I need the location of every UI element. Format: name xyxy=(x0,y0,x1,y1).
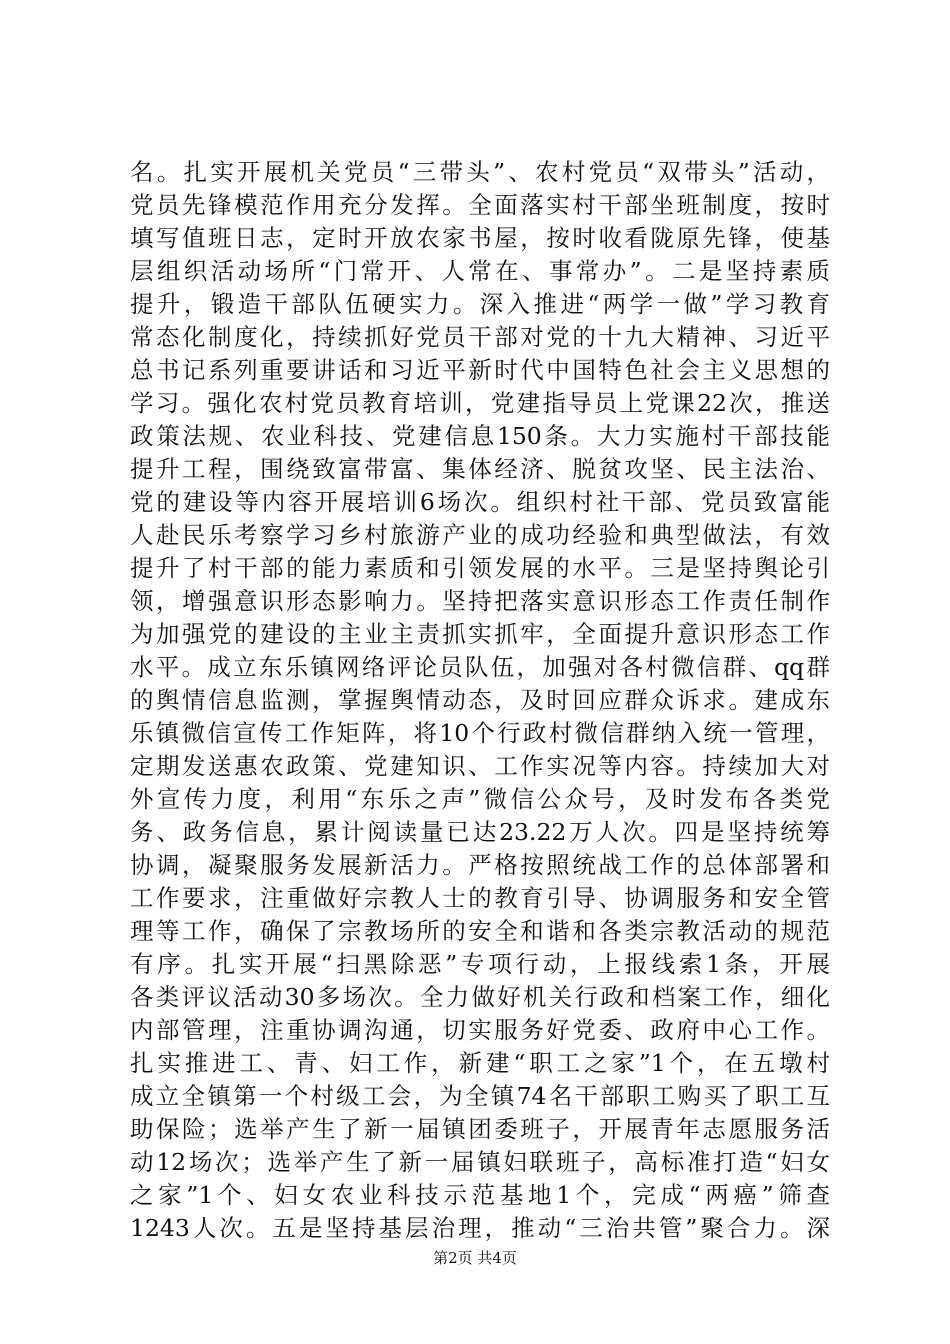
text-line: 提升，锻造干部队伍硬实力。深入推进“两学一做”学习教育 xyxy=(130,290,830,318)
text-line: 的舆情信息监测，掌握舆情动态，及时回应群众诉求。建成东 xyxy=(130,686,830,714)
text-line: 理等工作，确保了宗教场所的安全和谐和各类宗教活动的规范 xyxy=(130,917,830,945)
text-line: 有序。扎实开展“扫黑除恶”专项行动，上报线索1条，开展 xyxy=(130,950,830,978)
page-footer: 第2页 共4页 xyxy=(433,1249,517,1267)
text-line: 之家”1个、妇女农业科技示范基地1个，完成“两癌”筛查 xyxy=(130,1181,830,1209)
text-line: 为加强党的建设的主业主责抓实抓牢，全面提升意识形态工作 xyxy=(130,620,830,648)
text-line: 总书记系列重要讲话和习近平新时代中国特色社会主义思想的 xyxy=(130,356,830,384)
text-line: 人赴民乐考察学习乡村旅游产业的成功经验和典型做法，有效 xyxy=(130,521,830,549)
text-line: 学习。强化农村党员教育培训，党建指导员上党课22次，推送 xyxy=(130,389,830,417)
text-line: 扎实推进工、青、妇工作，新建“职工之家”1个，在五墩村 xyxy=(130,1049,830,1077)
body-text xyxy=(130,156,830,1245)
text-line: 成立全镇第一个村级工会，为全镇74名干部职工购买了职工互 xyxy=(130,1082,830,1110)
text-line: 领，增强意识形态影响力。坚持把落实意识形态工作责任制作 xyxy=(130,587,830,615)
text-line: 政策法规、农业科技、党建信息150条。大力实施村干部技能 xyxy=(130,422,830,450)
text-line: 助保险；选举产生了新一届镇团委班子，开展青年志愿服务活 xyxy=(130,1115,830,1143)
text-line: 填写值班日志，定时开放农家书屋，按时收看陇原先锋，使基 xyxy=(130,224,830,252)
text-line: 内部管理，注重协调沟通，切实服务好党委、政府中心工作。 xyxy=(130,1016,830,1044)
text-line: 务、政务信息，累计阅读量已达23.22万人次。四是坚持统筹 xyxy=(130,818,830,846)
text-line: 党员先锋模范作用充分发挥。全面落实村干部坐班制度，按时 xyxy=(130,191,830,219)
text-line: 提升了村干部的能力素质和引领发展的水平。三是坚持舆论引 xyxy=(130,554,830,582)
text-line: 各类评议活动30多场次。全力做好机关行政和档案工作，细化 xyxy=(130,983,830,1011)
text-line: 动12场次；选举产生了新一届镇妇联班子，高标准打造“妇女 xyxy=(130,1148,830,1176)
text-line: 乐镇微信宣传工作矩阵，将10个行政村微信群纳入统一管理， xyxy=(130,719,830,747)
text-line: 常态化制度化，持续抓好党员干部对党的十九大精神、习近平 xyxy=(130,323,830,351)
text-line: 提升工程，围绕致富带富、集体经济、脱贫攻坚、民主法治、 xyxy=(130,455,830,483)
text-line: 层组织活动场所“门常开、人常在、事常办”。二是坚持素质 xyxy=(130,257,830,285)
text-line: 外宣传力度，利用“东乐之声”微信公众号，及时发布各类党 xyxy=(130,785,830,813)
text-line: 定期发送惠农政策、党建知识、工作实况等内容。持续加大对 xyxy=(130,752,830,780)
text-line: 党的建设等内容开展培训6场次。组织村社干部、党员致富能 xyxy=(130,488,830,516)
text-line: 名。扎实开展机关党员“三带头”、农村党员“双带头”活动， xyxy=(130,158,830,186)
text-line: 工作要求，注重做好宗教人士的教育引导、协调服务和安全管 xyxy=(130,884,830,912)
text-line: 水平。成立东乐镇网络评论员队伍，加强对各村微信群、qq群 xyxy=(130,653,830,681)
text-line: 协调，凝聚服务发展新活力。严格按照统战工作的总体部署和 xyxy=(130,851,830,879)
text-line: 1243人次。五是坚持基层治理，推动“三治共管”聚合力。深 xyxy=(130,1214,830,1242)
